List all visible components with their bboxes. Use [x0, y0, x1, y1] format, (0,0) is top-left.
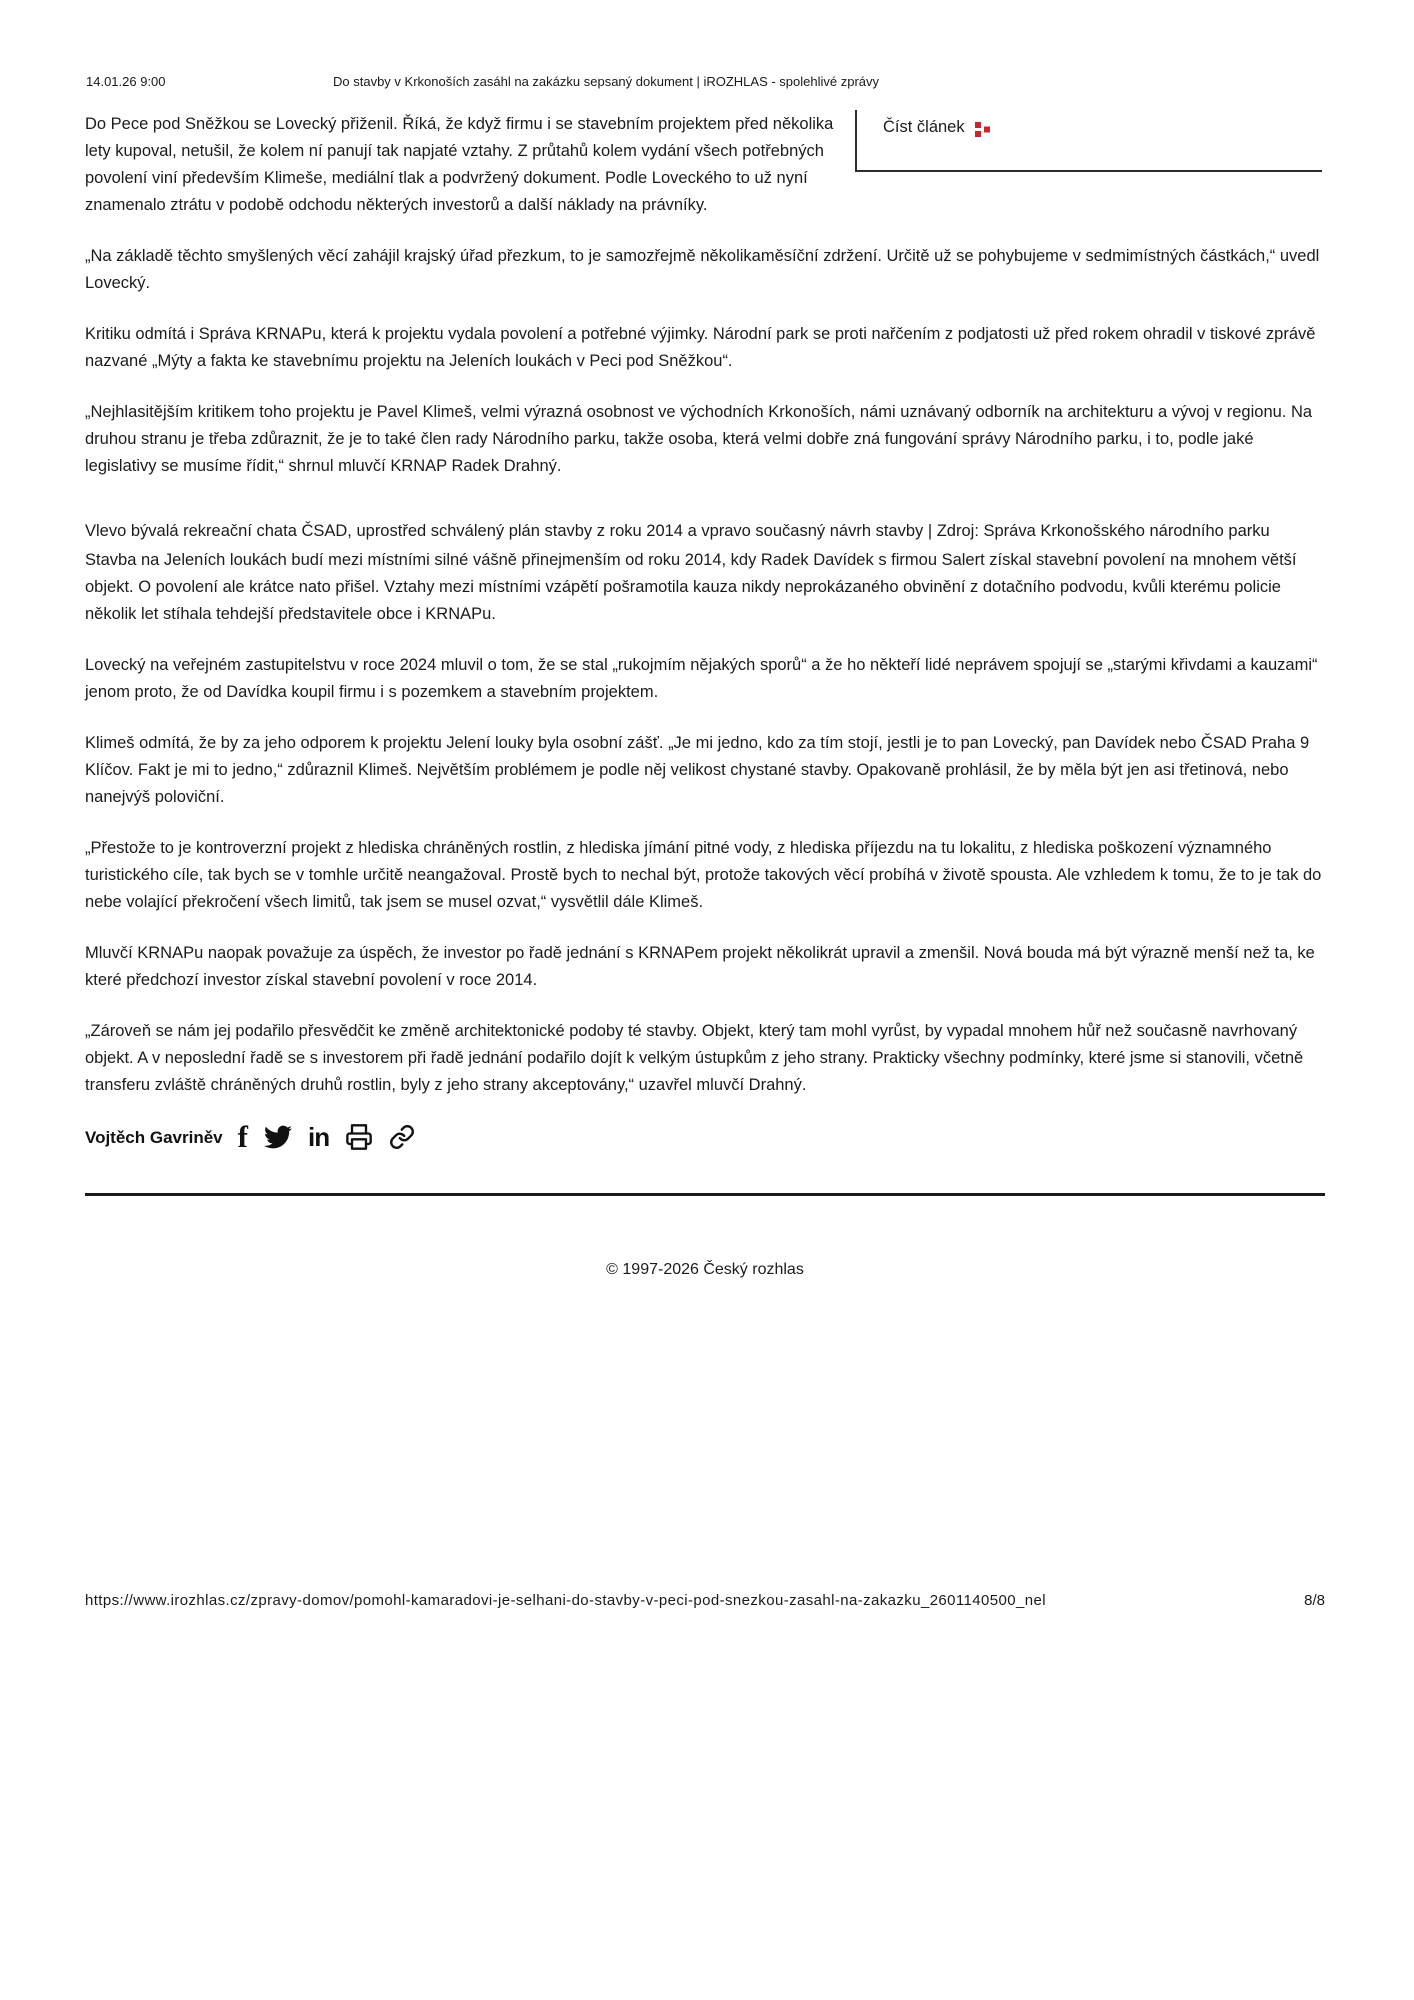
print-footer — [85, 1592, 1325, 1609]
article-paragraph: „Nejhlasitějším kritikem toho projektu je Pavel Klimeš, velmi výrazná osobnost ve východních Krkonoších, námi uznávaný odborník na architekturu a vývoj v regionu. Na druhou stranu je třeba zdůraznit, že je to také člen rady Národního parku, takže osoba, která velmi dobře zná fungování správy Národního parku, i to, podle jaké legislativy se musíme řídit,“ shrnul mluvčí KRNAP Radek Drahný. — [85, 403, 1313, 475]
print-icon[interactable] — [345, 1123, 373, 1151]
article-paragraph: „Zároveň se nám jej podařilo přesvědčit ke změně architektonické podoby té stavby. Objekt, který tam mohl vyrůst, by vypadal mnohem hůř než současně navrhovaný objekt. A v neposlední řadě se s investorem při řadě jednání podařilo dojít k velkým ústupkům z jeho strany. Prakticky všechny podmínky, které jsme si stanovili, včetně transferu zvláště chráněných druhů rostlin, byly z jeho strany akceptovány,“ uzavřel mluvčí Drahný. — [85, 1022, 1304, 1094]
article-paragraph: Mluvčí KRNAPu naopak považuje za úspěch, že investor po řadě jednání s KRNAPem projekt několikrát upravil a zmenšil. Nová bouda má být výrazně menší než ta, ke které předchozí investor získal stavební povolení v roce 2014. — [85, 944, 1315, 989]
page-number: 8/8 — [1304, 1592, 1325, 1609]
print-datetime: 14.01.26 9:00 — [86, 74, 166, 89]
share-icons — [237, 1119, 415, 1154]
article-paragraph: Kritiku odmítá i Správa KRNAPu, která k projektu vydala povolení a potřebné výjimky. Národní park se proti nařčením z podjatosti už před rokem ohradil v tiskové zprávě nazvané „Mýty a fakta ke stavebnímu projektu na Jeleních loukách v Peci pod Sněžkou“. — [85, 325, 1316, 370]
read-article-label: Číst článek — [883, 118, 965, 136]
article-paragraph: Lovecký na veřejném zastupitelstvu v roce 2024 mluvil o tom, že se stal „rukojmím nějakých sporů“ a že ho někteří lidé neprávem spojují se „starými křivdami a kauzami“ jenom proto, že od Davídka koupil firmu i s pozemkem a stavebním projektem. — [85, 656, 1318, 701]
source-url: https://www.irozhlas.cz/zpravy-domov/pomohl-kamaradovi-je-selhani-do-stavby-v-peci-pod-snezkou-zasahl-na-zakazku_2601140500_nel — [85, 1592, 1046, 1609]
copyright-notice: © 1997-2026 Český rozhlas — [606, 1261, 804, 1278]
article-body — [85, 111, 1325, 1283]
twitter-icon[interactable] — [264, 1123, 292, 1151]
divider-rule — [85, 1193, 1325, 1196]
print-page-title: Do stavby v Krkonoších zasáhl na zakázku sepsaný dokument | iROZHLAS - spolehlivé zprávy — [333, 74, 880, 89]
linkedin-icon[interactable]: in — [307, 1122, 330, 1152]
article-paragraph: Klimeš odmítá, že by za jeho odporem k projektu Jelení louky byla osobní zášť. „Je mi jedno, kdo za tím stojí, jestli je to pan Lovecký, pan Davídek nebo ČSAD Praha 9 Klíčov. Fakt je mi to jedno,“ zdůraznil Klimeš. Největším problémem je podle něj velikost chystané stavby. Opakovaně prohlásil, že by měla být jen asi třetinová, nebo nanejvýš poloviční. — [85, 734, 1310, 806]
print-header — [0, 74, 1414, 94]
author-row — [85, 1119, 1325, 1154]
article-paragraph: Do Pece pod Sněžkou se Lovecký přiženil. Říká, že když firmu i se stavebním projektem před několika lety kupoval, netušil, že kolem ní panují tak napjaté vztahy. Z průtahů kolem vydání všech potřebných povolení viní především Klimeše, mediální tlak a podvržený dokument. Podle Loveckého to už nyní znamenalo ztrátu v podobě odchodu některých investorů a další náklady na právníky. — [85, 115, 834, 214]
article-paragraph: „Na základě těchto smyšlených věcí zahájil krajský úřad přezkum, to je samozřejmě několikaměsíční zdržení. Určitě už se pohybujeme v sedmimístných částkách,“ uvedl Lovecký. — [85, 247, 1320, 292]
facebook-icon[interactable]: f — [237, 1119, 248, 1154]
image-caption: Vlevo bývalá rekreační chata ČSAD, uprostřed schválený plán stavby z roku 2014 a vpravo současný návrh stavby | Zdroj: Správa Krkonošského národního parku — [85, 522, 1270, 540]
article-paragraph: „Přestože to je kontroverzní projekt z hlediska chráněných rostlin, z hlediska jímání pitné vody, z hlediska příjezdu na tu lokalitu, z hlediska poškození významného turistického cíle, tak bych se v tomhle určitě neangažoval. Prostě bych to nechal být, protože takových věcí probíhá v životě spousta. Ale vzhledem k tomu, že to je tak do nebe volající překročení všech limitů, tak jsem se musel ozvat,“ vysvětlil dále Klimeš. — [85, 839, 1322, 911]
article-paragraph: Stavba na Jeleních loukách budí mezi místními silné vášně přinejmenším od roku 2014, kdy Radek Davídek s firmou Salert získal stavební povolení na mnohem větší objekt. O povolení ale krátce nato přišel. Vztahy mezi místními vzápětí pošramotila kauza nikdy neprokázaného obvinění z dotačního podvodu, kvůli kterému policie několik let stíhala tehdejší představitele obce i KRNAPu. — [85, 551, 1297, 623]
link-icon[interactable] — [389, 1124, 415, 1150]
author-name: Vojtěch Gavriněv — [85, 1127, 223, 1147]
